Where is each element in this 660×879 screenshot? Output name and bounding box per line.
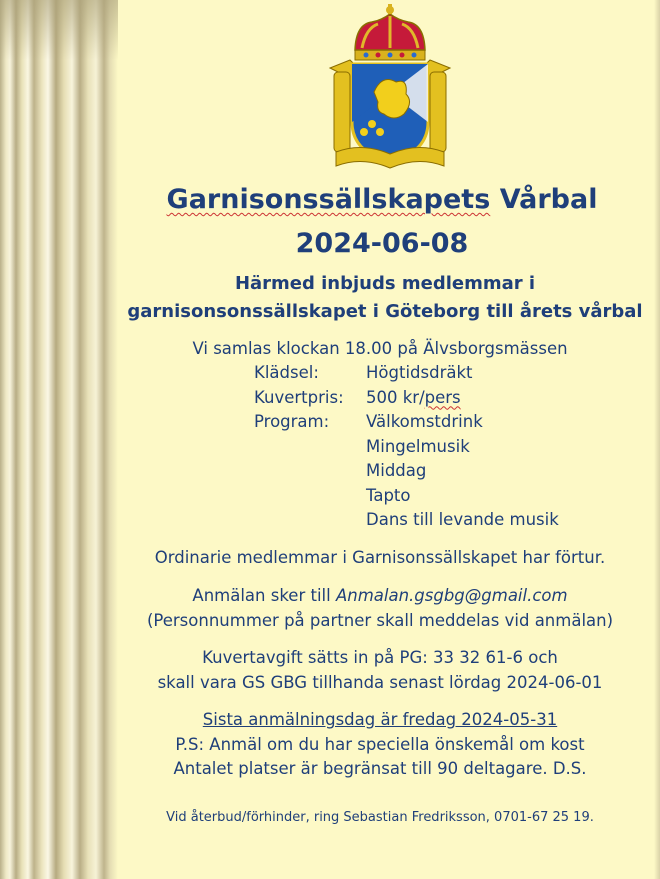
- page-title: [118, 184, 646, 215]
- payment-line-1: Kuvertavgift sätts in på PG: 33 32 61-6 och: [202, 648, 558, 667]
- event-date: 2024-06-08: [295, 228, 469, 259]
- crown-icon: [355, 4, 425, 60]
- price-value: [366, 386, 461, 411]
- title-word-2: Vårbal: [499, 184, 598, 215]
- ps-line-1: P.S: Anmäl om du har speciella önskemål om kost: [175, 734, 585, 754]
- invitation-line-1: Härmed inbjuds medlemmar i: [234, 273, 536, 294]
- dress-label: Klädsel:: [254, 363, 319, 382]
- registration-prefix: Anmälan sker till: [192, 586, 336, 605]
- registration-note: (Personnummer på partner skall meddelas vid anmälan): [146, 610, 614, 630]
- event-details: [254, 361, 559, 533]
- payment-text: [118, 646, 642, 695]
- decorative-pillar: [0, 0, 118, 879]
- dress-row: [254, 361, 559, 386]
- program-row: [254, 410, 559, 533]
- price-unit: pers: [424, 387, 461, 407]
- coat-of-arms-emblem: [322, 2, 458, 178]
- price-amount: 500 kr/: [366, 387, 425, 407]
- registration-line: [118, 584, 642, 609]
- deadline-block: [118, 708, 642, 782]
- registration-text: [118, 584, 642, 633]
- deadline-text: Sista anmälningsdag är fredag 2024-05-31: [202, 710, 558, 729]
- program-item: Mingelmusik: [366, 436, 470, 456]
- payment-line-2: skall vara GS GBG tillhanda senast lördag 2024-06-01: [157, 672, 603, 692]
- dress-value: Högtidsdräkt: [366, 363, 473, 382]
- ps-line-2: Antalet platser är begränsat till 90 deltagare. D.S.: [173, 759, 587, 778]
- pillar-shading: [0, 0, 118, 60]
- price-row: [254, 386, 559, 411]
- invitation-line-2: garnisonsonssällskapet i Göteborg till årets vårbal: [127, 301, 643, 322]
- program-label: Program:: [254, 412, 330, 431]
- invitation-text: [118, 270, 652, 326]
- program-item: Tapto: [366, 485, 411, 505]
- registration-email[interactable]: Anmalan.gsgbg@gmail.com: [335, 586, 568, 605]
- program-item: Välkomstdrink: [366, 412, 483, 431]
- price-label: Kuvertpris:: [254, 387, 344, 407]
- priority-text: Ordinarie medlemmar i Garnisonssällskapet har förtur.: [154, 548, 606, 567]
- contact-text: Vid återbud/förhinder, ring Sebastian Fredriksson, 0701-67 25 19.: [166, 810, 594, 825]
- gathering-text: Vi samlas klockan 18.00 på Älvsborgsmässen: [192, 339, 568, 358]
- program-item: Dans till levande musik: [366, 510, 559, 529]
- program-item: Middag: [366, 461, 427, 480]
- title-word-1: Garnisonssällskapets: [166, 184, 491, 215]
- program-list: [366, 410, 559, 533]
- page-edge-shadow: [654, 0, 660, 879]
